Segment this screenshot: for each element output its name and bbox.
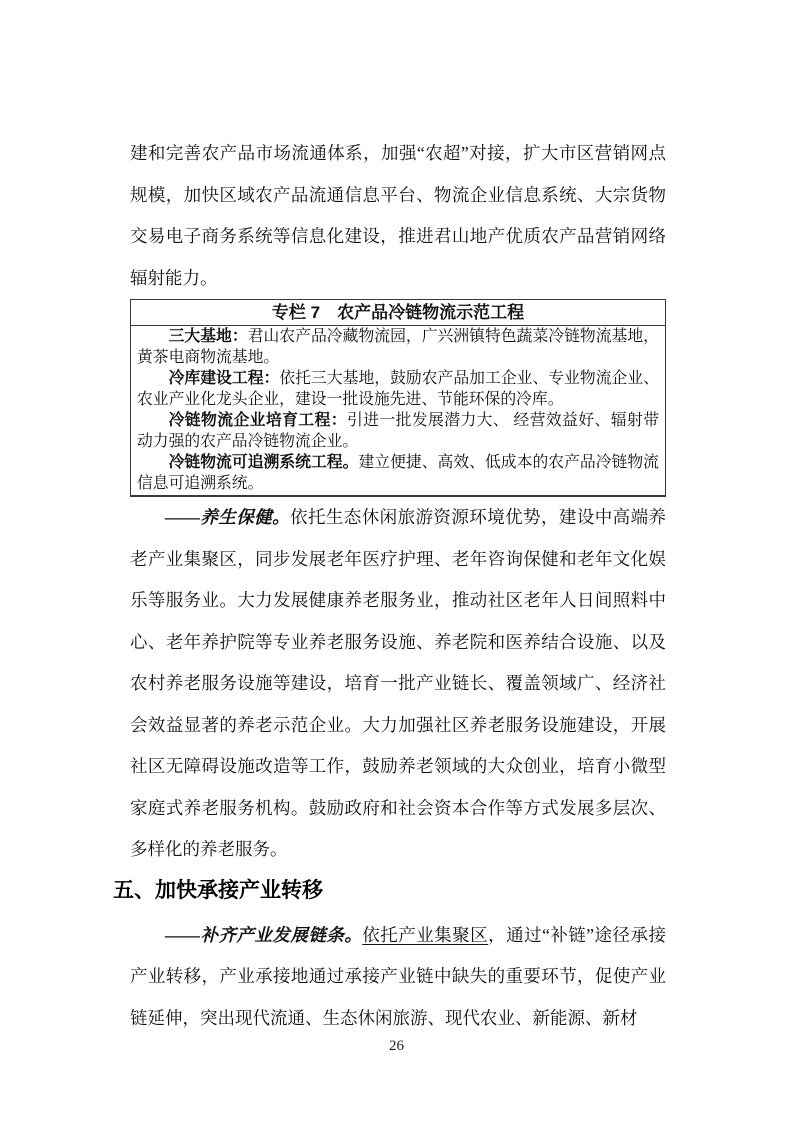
box-item-text: 依托三大基地，鼓励农产品加工企业、专业物流企业、农业产业化龙头企业，建设一批设施先进、节能环保的冷库。 <box>137 370 659 408</box>
paragraph-health-elderly-care <box>130 497 666 871</box>
paragraph-text: 依托生态休闲旅游资源环境优势，建设中高端养老产业集聚区，同步发展老年医疗护理、老年咨询保健和老年文化娱乐等服务业。大力发展健康养老服务业，推动社区老年人日间照料中心、老年养护院等专业养老服务设施、养老院和医养结合设施、以及农村养老服务设施等建设，培育一批产业链长、覆盖领域广、经济社会效益显著的养老示范企业。大力加强社区养老服务设施建设，开展社区无障碍设施改造等工作，鼓励养老领域的大众创业，培育小微型家庭式养老服务机构。鼓励政府和社会资本合作等方式发展多层次、多样化的养老服务。 <box>130 507 667 859</box>
paragraph-market-circulation: 建和完善农产品市场流通体系，加强“农超”对接，扩大市区营销网点规模，加快区域农产品流通信息平台、物流企业信息系统、大宗货物交易电子商务系统等信息化建设，推进君山地产优质农产品营销网络辐射能力。 <box>130 143 666 288</box>
box-item-text: 君山农产品冷藏物流园，广兴洲镇特色蔬菜冷链物流基地，黄茶电商物流基地。 <box>137 328 659 366</box>
box-item-lead: 冷链物流企业培育工程： <box>168 412 347 429</box>
box-item-lead: 三大基地： <box>168 328 248 345</box>
box-item-enterprise-cultivation-project <box>137 410 659 452</box>
paragraph-industry-chain <box>130 915 666 1040</box>
box-item-three-bases <box>137 326 659 368</box>
paragraph-lead: ——补齐产业发展链条。 <box>165 924 363 945</box>
box-item-text: 引进一批发展潜力大、 经营效益好、辐射带动力强的农产品冷链物流企业。 <box>137 412 659 450</box>
column7-box-body <box>131 326 665 495</box>
box-item-text: 建立便捷、高效、低成本的农产品冷链物流信息可追溯系统。 <box>137 454 659 492</box>
page-number: 26 <box>389 1038 404 1054</box>
section-heading-industry-transfer: 五、加快承接产业转移 <box>113 878 323 902</box>
column7-box-title: 专栏 7 农产品冷链物流示范工程 <box>131 300 665 326</box>
box-item-cold-storage-project <box>137 368 659 410</box>
paragraph-lead: ——养生保健。 <box>165 507 291 527</box>
column7-box <box>130 299 666 497</box>
box-item-lead: 冷库建设工程： <box>168 370 280 387</box>
box-item-traceability-system-project <box>137 452 659 494</box>
box-item-lead: 冷链物流可追溯系统工程。 <box>168 454 359 471</box>
paragraph-text: ，通过“补链”途径承接产业转移，产业承接地通过承接产业链中缺失的重要环节，促使产业链延伸，突出现代流通、生态休闲旅游、现代农业、新能源、新材 <box>130 924 666 1028</box>
underlined-text: 依托产业集聚区 <box>362 924 489 945</box>
